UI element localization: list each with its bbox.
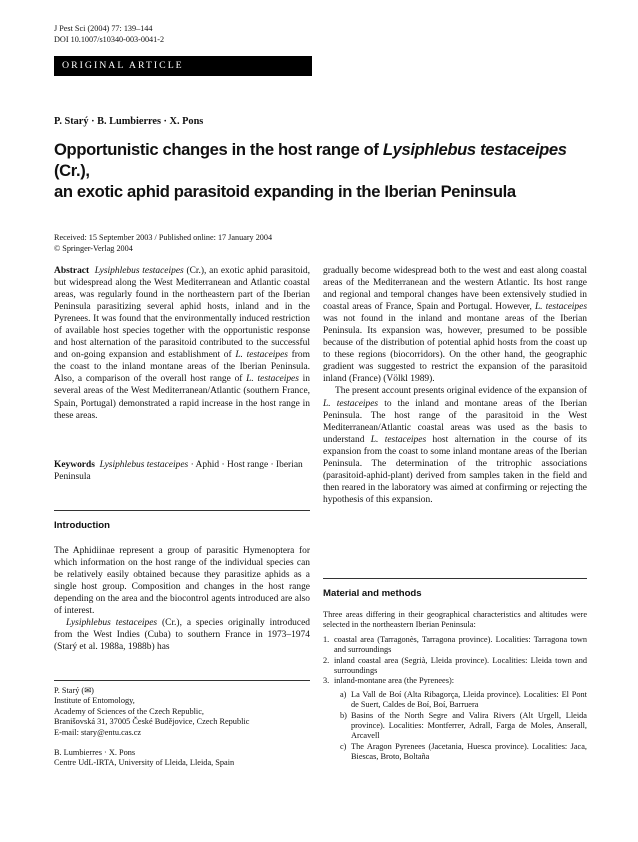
list-item: b) Basins of the North Segre and Valira Rivers (Alt Urgell, Lleida province). Localities: Montferrer, Adrall, Farga de Moles, Anserall, Arcavell <box>340 710 587 741</box>
list-item: 1. coastal area (Tarragonès, Tarragona province). Localities: Tarragona town and surroundings <box>323 634 587 655</box>
abstract-text-1: (Cr.), an exotic aphid parasitoid, but widespread along the West Mediterranean and Atlantic coastal areas, was regularly found in the northeastern part of the Iberian Peninsula parasitizing several aphid hosts, inland and in the Pyrenees. It was found that the environmentally induced restriction of available host species together with the opportunistic response and host alternation of the parasitoid contributed to the successful and on-going expansion and establishment of <box>54 266 311 361</box>
right-column-text <box>323 265 587 506</box>
intro-paragraph-2: (Cr.), a species originally introduced from the West Indies (Cuba) to southern France in 1973–1974 (Starý et al. 1988a, 1988b) has <box>54 618 310 653</box>
introduction-text <box>54 545 310 653</box>
article-type-banner: ORIGINAL ARTICLE <box>54 56 312 76</box>
title-part1: Opportunistic changes in the host range of <box>54 140 383 159</box>
abstract-label: Abstract <box>54 266 90 276</box>
copyright: © Springer-Verlag 2004 <box>54 243 133 253</box>
list-item: 3. inland-montane area (the Pyrenees): <box>323 676 455 686</box>
list-item: 2. inland coastal area (Segrià, Lleida province). Localities: Lleida town and surroundings <box>323 655 587 676</box>
affiliation-1-email: E-mail: stary@entu.cas.cz <box>54 727 142 737</box>
right-text-1: gradually become widespread both to the west and east along coastal areas of the Mediterranean and the western Atlantic. Its host range and regional and temporal changes have been extensively studied in coastal areas of France, Spain and Portugal. However, <box>323 266 587 313</box>
title-line2: an exotic aphid parasitoid expanding in the Iberian Peninsula <box>54 182 516 201</box>
affiliation-1-line1: Institute of Entomology, <box>54 696 135 706</box>
abstract-text-2: from the coast to the inland montane areas of the Iberian Peninsula. Also, a comparison of the overall host range of <box>54 350 310 385</box>
methods-intro: Three areas differing in their geographical characteristics and altitudes were selected in the northeastern Iberian Peninsula: <box>323 610 587 630</box>
affiliation-1-name: P. Starý (✉) <box>54 686 94 695</box>
journal-citation: J Pest Sci (2004) 77: 139–144 <box>54 24 153 33</box>
affiliation-2-name: B. Lumbierres · X. Pons <box>54 748 136 758</box>
abstract-species: Lysiphlebus testaceipes <box>94 266 184 276</box>
right-abbr-3: L. testaceipes <box>370 434 427 445</box>
intro-paragraph-1: The Aphidiinae represent a group of parasitic Hymenoptera for which information on the host range of the individual species can be relatively easily obtained because they parasitize aphids as a single host group. Composition and changes in the host range depending on the area and the biocontrol agents introduced are also of interest. <box>54 546 310 617</box>
methods-text <box>323 610 587 763</box>
right-p2-a: The present account presents original evidence of the expansion of <box>335 386 587 397</box>
methods-area-list <box>323 635 587 687</box>
right-abbr-1: L. testaceipes <box>534 302 588 313</box>
abstract-text-3: in several areas of the West Mediterranean/Atlantic (southern France, Spain, Portugal) demonstrated a rapid increase in the host range in these areas. <box>54 374 310 421</box>
author-list: P. Starý · B. Lumbierres · X. Pons <box>54 116 204 127</box>
section-divider-left <box>54 510 310 511</box>
article-title <box>54 139 594 202</box>
intro-species: Lysiphlebus testaceipes <box>66 618 158 629</box>
list-item: a) La Vall de Boí (Alta Ribagorça, Lleida province). Localities: El Pont de Suert, Caldes de Boí, Boí, Barruera <box>340 689 587 710</box>
abstract-abbr-1: L. testaceipes <box>235 350 288 361</box>
methods-pyrenees-list <box>323 690 587 763</box>
list-item: c) The Aragon Pyrenees (Jacetania, Huesca province). Localities: Jaca, Biescas, Broto, Boltaña <box>340 741 587 762</box>
abstract-abbr-2: L. testaceipes <box>246 374 299 385</box>
affiliation-1-line2: Academy of Sciences of the Czech Republic, <box>54 706 204 716</box>
title-species: Lysiphlebus testaceipes <box>382 140 567 159</box>
keywords-label: Keywords <box>54 460 95 470</box>
introduction-heading: Introduction <box>54 520 110 531</box>
affiliation-1-line3: Branišovská 31, 37005 České Budějovice, Czech Republic <box>54 717 250 727</box>
right-abbr-2: L. testaceipes <box>323 398 379 409</box>
keywords-rest: · Aphid · Host range · Iberian Peninsula <box>54 460 303 483</box>
affiliation-2-line1: Centre UdL-IRTA, University of Lleida, Lleida, Spain <box>54 758 235 768</box>
keywords-block <box>54 459 310 483</box>
title-part2: (Cr.), <box>54 161 90 180</box>
received-dates: Received: 15 September 2003 / Published online: 17 January 2004 <box>54 233 273 242</box>
received-info <box>54 233 272 254</box>
journal-doi: DOI 10.1007/s10340-003-0041-2 <box>54 34 165 44</box>
right-p2-c: host alternation in the course of its expansion from the coast to some inland montane areas of the Iberian Peninsula. The determination of the tritrophic associations (parasitoid-aphid-plant) derived from samples taken in the field and then reared in the laboratory was aimed at confirming or rejecting the hypothesis of this expansion. <box>323 434 587 505</box>
methods-heading: Material and methods <box>323 588 422 599</box>
right-text-2: was not found in the inland and montane areas of the Iberian Peninsula. Its expansion was, however, presumed to be possible because of the distribution of potential aphid hosts from the coast up to these regions (biocorridors). On the other hand, the geographic gradient was suggested to restrict the expansion of the parasitoid inland (France) (Völkl 1989). <box>323 314 587 385</box>
right-p2-b: to the inland and montane areas of the Iberian Peninsula. The host range of the parasitoid in the West Mediterranean/Atlantic coastal areas was used as the basis to understand <box>323 398 587 445</box>
section-divider-right <box>323 578 587 579</box>
journal-header <box>54 24 164 45</box>
keywords-species: Lysiphlebus testaceipes <box>99 460 189 470</box>
abstract-block <box>54 265 310 422</box>
affiliation-divider <box>54 680 310 681</box>
affiliations <box>54 686 310 769</box>
